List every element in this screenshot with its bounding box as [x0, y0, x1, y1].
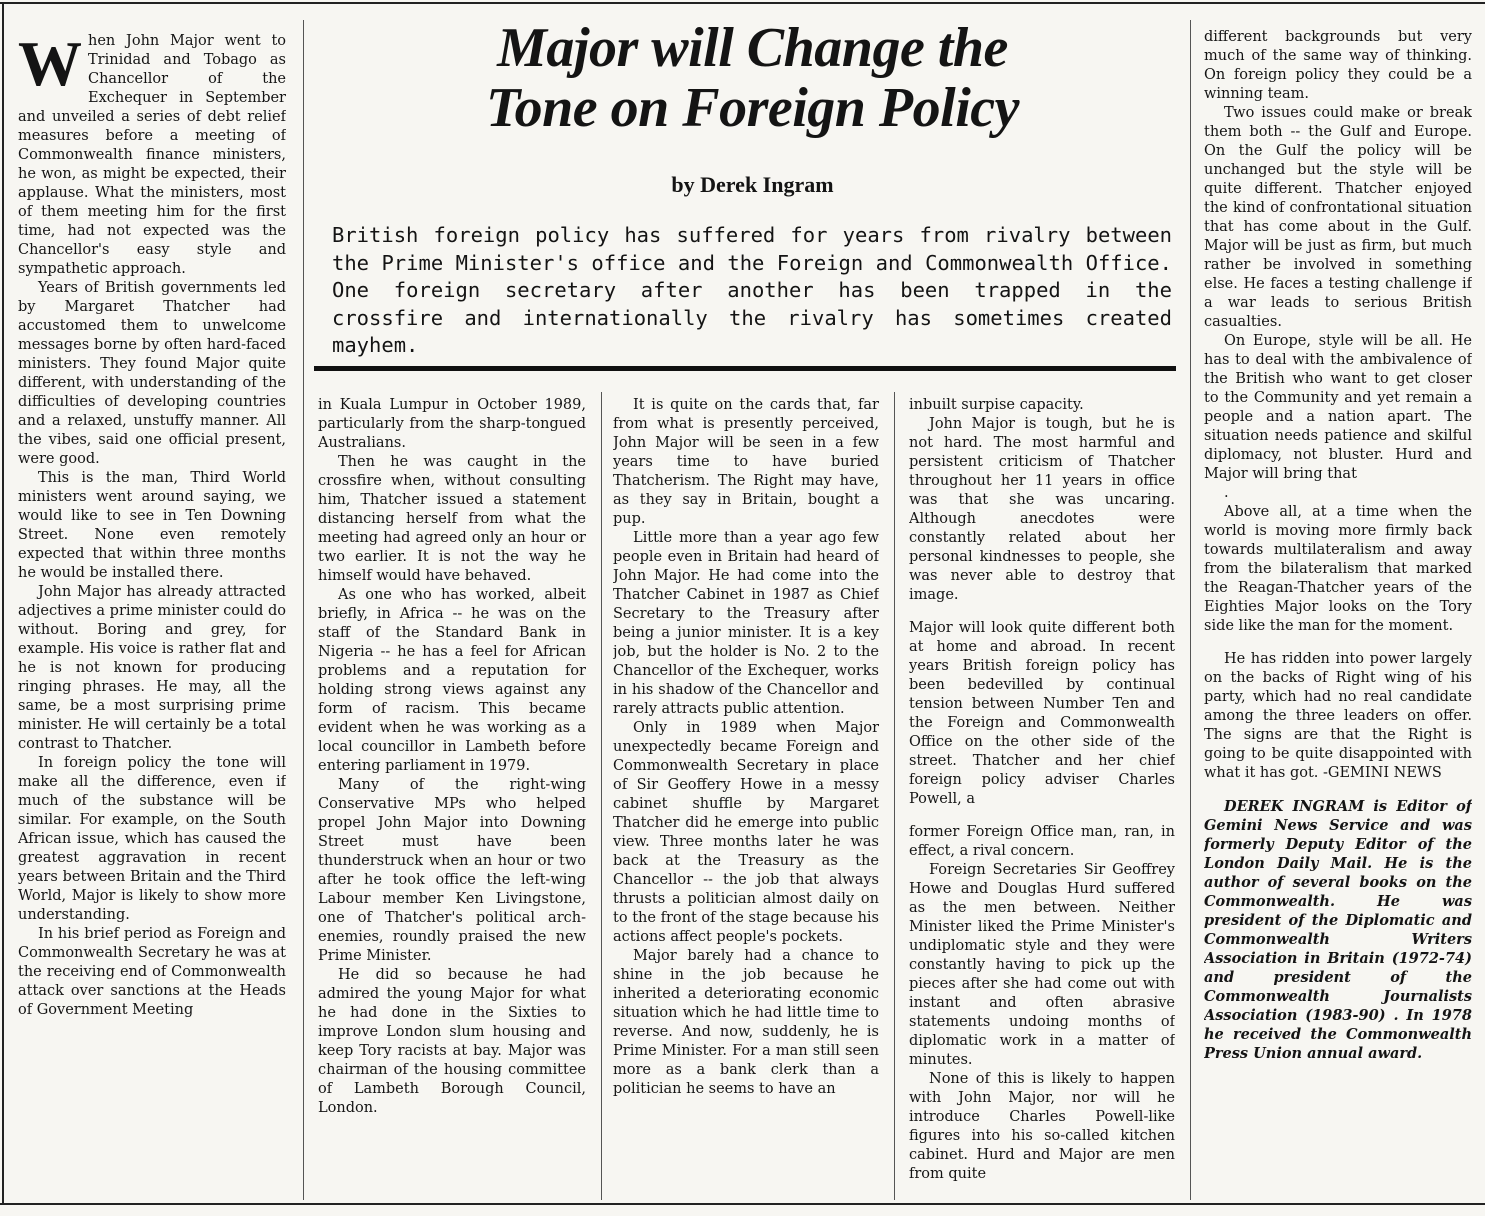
column-2 — [318, 396, 586, 1200]
col4-paragraph-1: inbuilt surpise capacity. — [909, 397, 1084, 413]
col1-paragraph-2: Years of British governments led by Margaret Thatcher had accustomed them to unwelcome messages borne by often hard-faced ministers. They found Major quite different, with understanding of the difficulties of developing countries and a relaxed, unstuffy manner. All the vibes, said one official present, were good. — [18, 280, 286, 467]
byline: by Derek Ingram — [671, 172, 834, 197]
col2-paragraph-5: He did so because he had admired the young Major for what he had done in the Sixties to improve London slum housing and keep Tory racists at bay. Major was chairman of the housing committee of Lambeth Borough Council, London. — [318, 967, 586, 1116]
author-bio-text: DEREK INGRAM is Editor of Gemini News Service and was formerly Deputy Editor of the London Daily Mail. He is the author of several books on the Commonwealth. He was president of the Diplomatic and Commonwealth Writers Association in Britain (1972-74) and president of the Commonwealth Journalists Association (1983-90) . In 1978 he received the Commonwealth Press Union annual award. — [1204, 798, 1472, 1062]
col3-paragraph-2: Little more than a year ago few people even in Britain had heard of John Major. He had come into the Thatcher Cabinet in 1987 as Chief Secretary to the Treasury after being a junior minister. It is a key job, but the holder is No. 2 to the Chancellor of the Exchequer, works in his shadow of the Chancellor and rarely attracts public attention. — [613, 530, 879, 717]
column-1 — [18, 32, 286, 1200]
col2-paragraph-3: As one who has worked, albeit briefly, in Africa -- he was on the staff of the Standard Bank in Nigeria -- he has a feel for African problems and a reputation for holding strong views against any form of racism. This became evident when he was working as a local councillor in Lambeth before entering parliament in 1979. — [318, 587, 586, 774]
col4-paragraph-6: None of this is likely to happen with John Major, nor will he introduce Charles Powell-like figures into his so-called kitchen cabinet. Hurd and Major are men from quite — [909, 1071, 1175, 1182]
col5-paragraph-3: On Europe, style will be all. He has to deal with the ambivalence of the British who want to get closer to the Community and yet remain a people and a nation apart. The situation needs patience and skilful diplomacy, not bluster. Hurd and Major will bring that — [1204, 333, 1472, 482]
headline — [330, 18, 1175, 138]
col5-paragraph-5: He has ridden into power largely on the backs of Right wing of his party, which had no real candidate among the three leaders on offer. The signs are that the Right is going to be quite disappointed with what it has got. -GEMINI NEWS — [1204, 651, 1472, 781]
drop-cap: W — [18, 32, 82, 99]
frame-left-rule — [2, 2, 4, 1203]
headline-line-2: Tone on Foreign Policy — [486, 77, 1019, 139]
col2-paragraph-2: Then he was caught in the crossfire when, without consulting him, Thatcher issued a statement distancing herself from what the meeting had agreed only an hour or two earlier. It is not the way he himself would have behaved. — [318, 454, 586, 584]
author-bio — [1204, 797, 1472, 1063]
col4-paragraph-4: former Foreign Office man, ran, in effect, a rival concern. — [909, 824, 1175, 859]
col1-paragraph-5: In foreign policy the tone will make all the difference, even if much of the substance will be similar. For example, on the South African issue, which has caused the greatest aggravation in recent years between Britain and the Third World, Major is likely to show more understanding. — [18, 755, 286, 923]
column-divider-1 — [303, 20, 304, 1200]
col3-paragraph-3: Only in 1989 when Major unexpectedly became Foreign and Commonwealth Secretary in place of Sir Geoffery Howe in a messy cabinet shuffle by Margaret Thatcher did he emerge into public view. Three months later he was back at the Treasury as the Chancellor -- the job that always thrusts a politician almost daily on to the front of the stage because his actions affect people's pockets. — [613, 720, 879, 945]
column-divider-2 — [601, 392, 602, 1200]
deck: British foreign policy has suffered for years from rivalry between the Prime Minister's office and the Foreign and Commonwealth Office. One foreign secretary after another has been trapped in the crossfire and internationally the rivalry has sometimes created mayhem. — [332, 223, 1172, 357]
col1-paragraph-1-text: hen John Major went to Trinidad and Tobago as Chancellor of the Exchequer in September and unveiled a series of debt relief measures before a meeting of Commonwealth finance ministers, he won, as might be expected, their applause. What the ministers, most of them meeting him for the first time, had not expected was the Chancellor's easy style and sympathetic approach. — [18, 33, 286, 277]
col1-paragraph-6: In his brief period as Foreign and Commonwealth Secretary he was at the receiving end of Commonwealth attack over sanctions at the Heads of Government Meeting — [18, 926, 286, 1018]
col5-paragraph-2: Two issues could make or break them both -- the Gulf and Europe. On the Gulf the policy will be unchanged but the style will be quite different. Thatcher enjoyed the kind of confrontational situation that has come about in the Gulf. Major will be just as firm, but much rather be involved in something else. He faces a testing challenge if a war leads to serious British casualties. — [1204, 105, 1472, 330]
column-5 — [1204, 28, 1472, 1200]
col2-paragraph-4: Many of the right-wing Conservative MPs who helped propel John Major into Downing Street must have been thunderstruck when an hour or two after he took office the left-wing Labour member Ken Livingstone, one of Thatcher's political arch-enemies, roundly praised the new Prime Minister. — [318, 777, 586, 964]
column-divider-4 — [1190, 20, 1191, 1200]
frame-bottom-rule — [0, 1203, 1485, 1205]
col4-paragraph-5: Foreign Secretaries Sir Geoffrey Howe and Douglas Hurd suffered as the men between. Neither Minister liked the Prime Minister's undiplomatic style and they were constantly having to pick up the pieces after she had come out with instant and often abrasive statements undoing months of diplomatic work in a matter of minutes. — [909, 862, 1175, 1068]
col3-paragraph-4: Major barely had a chance to shine in the job because he inherited a deteriorating economic situation which he had little time to reverse. And now, suddenly, he is Prime Minister. For a man still seen more as a bank clerk than a politician he seems to have an — [613, 948, 879, 1097]
col5-paragraph-4: Above all, at a time when the world is moving more firmly back towards multilateralism and away from the bilateralism that marked the Reagan-Thatcher years of the Eighties Major looks on the Tory side like the man for the moment. — [1204, 504, 1472, 634]
column-divider-3 — [894, 392, 895, 1200]
deck-rule — [314, 366, 1176, 371]
col4-paragraph-2: John Major is tough, but he is not hard. The most harmful and persistent criticism of Thatcher throughout her 11 years in office was that she was uncaring. Although anecdotes were constantly related about her personal kindnesses to people, she was never able to destroy that image. — [909, 416, 1175, 603]
column-3 — [613, 396, 879, 1200]
col4-paragraph-3: Major will look quite different both at home and abroad. In recent years British foreign policy has been bedevilled by continual tension between Number Ten and the Foreign and Commonwealth Office on the other side of the street. Thatcher and her chief foreign policy adviser Charles Powell, a — [909, 620, 1175, 807]
col1-paragraph-4: John Major has already attracted adjectives a prime minister could do without. Boring and grey, for example. His voice is rather flat and he is not known for producing ringing phrases. He may, all the same, be a most surprising prime minister. He will certainly be a total contrast to Thatcher. — [18, 584, 286, 752]
col5-paragraph-3-end: . — [1224, 485, 1229, 501]
headline-line-1: Major will Change the — [497, 17, 1008, 79]
col2-paragraph-1: in Kuala Lumpur in October 1989, particularly from the sharp-tongued Australians. — [318, 397, 586, 451]
col1-paragraph-3: This is the man, Third World ministers went around saying, we would like to see in Ten Downing Street. None even remotely expected that within three months he would be installed there. — [18, 470, 286, 581]
frame-top-rule — [0, 2, 1485, 4]
col5-paragraph-1: different backgrounds but very much of the same way of thinking. On foreign policy they could be a winning team. — [1204, 29, 1472, 102]
column-4 — [909, 396, 1175, 1200]
col1-paragraph-1 — [18, 32, 286, 279]
col3-paragraph-1: It is quite on the cards that, far from what is presently perceived, John Major will be seen in a few years time to have buried Thatcherism. The Right may have, as they say in Britain, bought a pup. — [613, 397, 879, 527]
